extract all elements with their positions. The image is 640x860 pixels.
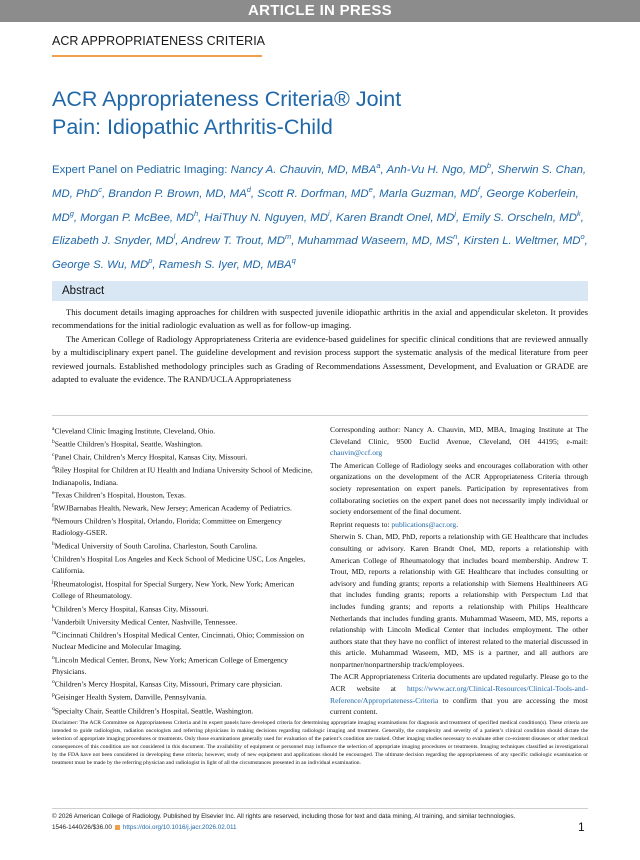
author-affiliation-mark: m — [284, 232, 292, 242]
reprint-requests: Reprint requests to: publications@acr.org. — [330, 519, 459, 529]
disclaimer: Disclaimer: The ACR Committee on Appropriateness Criteria and its expert panels have developed criteria for determining appropriate imaging examinations for diagnosis and treatment of specified medical condition(s). These criteria are intended to guide radiologists, radiation oncologists and referring physicians in making decisions regarding radiologic imaging and treatment. Generally, the complexity and severity of a patient’s clinical condition should dictate the selection of appropriate imaging procedures or treatments. Only those examinations generally used for evaluation of the patient’s condition are ranked. Other imaging studies necessary to evaluate other co-existent diseases or other medical consequences of this condition are not considered in this document. The availability of equipment or personnel may influence the selection of appropriate imaging procedures or treatments. Imaging techniques classified as investigational by the FDA have not been considered in developing these criteria; however, study of new equipment and applications should be encouraged. The ultimate decision regarding the appropriateness of any specific radiologic examination or treatment must be made by the referring physician and radiologist in light of all the circumstances presented in an individual examination. — [52, 720, 588, 766]
affiliation-mark: j — [52, 578, 54, 585]
affiliations — [52, 424, 314, 717]
author-affiliation-mark: l — [173, 232, 176, 242]
author-affiliation-mark: b — [486, 161, 492, 170]
affiliation-text: Lincoln Medical Center, Bronx, New York; American College of Emergency Physicians. — [52, 655, 288, 676]
affiliation-mark: p — [52, 692, 55, 699]
square-bullet-icon — [115, 825, 120, 830]
affiliation-text: Specialty Chair, Seattle Children’s Hospital, Seattle, Washington. — [54, 706, 254, 716]
author-name: Andrew T. Trout, MD — [181, 235, 285, 248]
footnote-divider — [52, 415, 588, 416]
affiliation-text: Geisinger Health System, Danville, Pennsylvania. — [54, 692, 207, 702]
affiliation-item — [52, 450, 314, 463]
affiliation-text: Children’s Mercy Hospital, Kansas City, Missouri, Primary care physician. — [54, 679, 283, 689]
affiliation-text: Seattle Children’s Hospital, Seattle, Washington. — [54, 439, 203, 449]
author-name: Marla Guzman, MD — [379, 187, 478, 200]
acr-website-link[interactable]: https://www.acr.org/Clinical-Resources/Clinical-Tools-and-Reference/Appropriateness-Criteria — [330, 684, 588, 705]
affiliation-text: Cleveland Clinic Imaging Institute, Cleveland, Ohio. — [54, 426, 216, 436]
affiliation-text: Cincinnati Children’s Hospital Medical Center, Cincinnati, Ohio; Commission on Nuclear Medicine and Molecular Imaging. — [52, 630, 305, 651]
affiliation-mark: q — [52, 705, 55, 712]
affiliation-mark: i — [52, 554, 54, 561]
affiliation-mark: b — [52, 439, 55, 446]
author-affiliation-mark: f — [477, 184, 481, 194]
title-line-2: Pain: Idiopathic Arthritis-Child — [52, 115, 333, 139]
affiliation-item — [52, 704, 314, 717]
affiliation-text: Riley Hospital for Children at IU Health and Indiana University School of Medicine, Indianapolis, Indiana. — [52, 465, 313, 487]
affiliation-text: Children’s Hospital Los Angeles and Keck School of Medicine USC, Los Angeles, California. — [52, 554, 306, 576]
author-affiliation-mark: j — [454, 208, 457, 218]
author-affiliation-mark: d — [246, 184, 251, 194]
corresponding-email-link[interactable]: chauvin@ccf.org — [330, 448, 383, 458]
affiliation-mark: m — [52, 629, 57, 636]
author-name: Nancy A. Chauvin, MD, MBA — [230, 163, 377, 176]
author-name: George Koberlein, MD — [52, 187, 579, 224]
correspondence-column — [330, 424, 588, 719]
affiliation-mark: g — [52, 516, 55, 523]
section-label: ACR APPROPRIATENESS CRITERIA — [52, 34, 266, 48]
author-name: George S. Wu, MD — [52, 258, 149, 271]
affiliation-item — [52, 424, 314, 437]
affiliation-text: Medical University of South Carolina, Charleston, South Carolina. — [54, 541, 258, 551]
affiliation-text: Panel Chair, Children’s Mercy Hospital, Kansas City, Missouri. — [54, 452, 248, 462]
affiliation-mark: n — [52, 654, 55, 661]
disclosures: Sherwin S. Chan, MD, PhD, reports a relationship with GE Healthcare that includes consulting or advisory. Karen Brandt Onel, MD, reports a relationship with American College of Rheumatology that includes board membership. Andrew T. Trout, MD, reports a relationship with GE Healthcare that includes consulting or advisory and funding grants; reports a relationship with Siemens Healthineers AG that includes funding grants; reports a relationship with Perspectum Ltd that includes funding grants; and reports a relationship with Philips Healthcare Netherlands that includes funding grants. Muhammad Waseem, MD, MS, reports a relationship with Lincoln Medical Center that includes employment. The other authors state that they have no conflict of interest related to the material discussed in this article. Muhammad Waseem, MD, MS is a partner, and all authors are nonpartner/nonpartnership track/employees. — [330, 532, 588, 669]
corresponding-author — [330, 424, 588, 459]
article-title — [52, 85, 572, 141]
reprint-text: Reprint requests to: — [330, 519, 392, 529]
affiliation-mark: f — [52, 503, 54, 510]
footer-copyright: © 2026 American College of Radiology. Published by Elsevier Inc. All rights are reserved, including those for text and data mining, AI training, and similar technologies. — [52, 813, 516, 820]
affiliation-item — [52, 463, 314, 488]
author-affiliation-mark: a — [376, 161, 381, 170]
footer-issn-doi — [52, 824, 237, 831]
author-name: Scott R. Dorfman, MD — [257, 187, 369, 200]
section-underline — [52, 55, 262, 57]
affiliation-item — [52, 628, 314, 653]
affiliation-mark: a — [52, 426, 55, 432]
author-affiliation-mark: g — [69, 208, 74, 218]
article-in-press-banner: ARTICLE IN PRESS — [0, 0, 640, 22]
author-affiliation-mark: p — [148, 256, 153, 266]
author-name: Anh-Vu H. Ngo, MD — [386, 163, 487, 176]
affiliation-text: Rheumatologist, Hospital for Special Surgery, New York, New York; American College of Rheumatology. — [52, 579, 295, 601]
affiliation-item — [52, 437, 314, 450]
affiliation-mark: d — [52, 465, 55, 472]
update-note — [330, 671, 588, 717]
author-name: Sherwin S. Chan, MD, PhD — [52, 163, 587, 200]
author-list: Expert Panel on Pediatric Imaging: Nancy A. Chauvin, MD, MBA$^a$, Anh-Vu H. Ngo, $MD^b$, Sherwin S. Chan, MD, PhD$^c$, Brandon P. Brown, MD, $MA^d$, Scott R. Dorfman, MDe, Marla Guzman, $MD^f$, George Koberlein, $MD^g$, Morgan P. McBee, $MD^h$, HaiThuy N. Nguyen, $MD^i$, Karen Brandt Onel, $MD^j$, Emily S. Orscheln, $MD^k$, Elizabeth J. Snyder, $MD^l$, Andrew T. Trout, $MD^m$, Muhammad Waseem, MD, $MS^n$, Kirsten L. Weltmer, $MD^o$, George S. Wu, $MD^p$, Ramesh S. Iyer, MD, MBA$^q$ — [52, 161, 588, 271]
affiliation-item — [52, 615, 314, 628]
affiliation-mark: c — [52, 452, 55, 459]
affiliation-text: RWJBarnabas Health, Newark, New Jersey; American Academy of Pediatrics. — [53, 503, 292, 513]
abstract-paragraph-2: The American College of Radiology Appropriateness Criteria are evidence-based guidelines for specific clinical conditions that are reviewed annually by a multidisciplinary expert panel. The guideline development and revision process support the systematic analysis of the medical literature from peer reviewed journals. Established methodology principles such as Grading of Recommendations Assessment, Development, and Evaluation or GRADE are adapted to evaluate the evidence. The RAND/UCLA Appropriateness — [52, 333, 588, 385]
affiliation-mark: h — [52, 541, 55, 548]
affiliation-text: Nemours Children’s Hospital, Orlando, Florida; Committee on Emergency Radiology-GSER. — [52, 516, 282, 538]
corresponding-text: Corresponding author: Nancy A. Chauvin, MD, MBA, Imaging Institute at The Cleveland Clinic, 9500 Euclid Avenue, Cleveland, OH 44195; e-mail: — [330, 425, 588, 446]
author-name: Morgan P. McBee, MD — [80, 211, 194, 224]
author-affiliation-mark: c — [98, 184, 102, 194]
affiliation-mark: o — [52, 679, 55, 686]
affiliation-item — [52, 690, 314, 703]
footer-divider — [52, 808, 588, 809]
affiliation-item — [52, 602, 314, 615]
affiliation-mark: e — [52, 490, 55, 497]
author-name: Elizabeth J. Snyder, MD — [52, 235, 174, 248]
abstract-body — [52, 306, 588, 386]
author-affiliation-mark: o — [580, 232, 585, 242]
affiliation-text: Children’s Mercy Hospital, Kansas City, Missouri. — [54, 604, 209, 614]
affiliation-mark: k — [52, 603, 55, 610]
author-affiliation-mark: e — [368, 184, 373, 194]
author-name: HaiThuy N. Nguyen, MD — [204, 211, 328, 224]
affiliation-mark: l — [52, 616, 54, 623]
affiliation-item — [52, 677, 314, 690]
authors-prefix: Expert Panel on Pediatric Imaging: — [52, 163, 231, 176]
title-line-1: ACR Appropriateness Criteria® Joint — [52, 87, 402, 111]
author-name: Kirsten L. Weltmer, MD — [463, 235, 581, 248]
author-affiliation-mark: q — [291, 256, 296, 266]
update-pre-text: The ACR Appropriateness Criteria documents are updated regularly. Please go to the ACR website at — [330, 672, 588, 694]
author-affiliation-mark: i — [327, 208, 330, 218]
affiliation-item — [52, 552, 314, 577]
page-number: 1 — [578, 820, 585, 834]
author-name: Karen Brandt Onel, MD — [335, 211, 455, 224]
author-name: Emily S. Orscheln, MD — [462, 211, 577, 224]
author-affiliation-mark: h — [193, 208, 199, 218]
collaboration-note: The American College of Radiology seeks and encourages collaboration with other organizations on the development of the ACR Appropriateness Criteria through society representation on expert panels. Participation by representatives from collaborating societies on the expert panel does not necessarily imply individual or society endorsement of the final document. — [330, 460, 588, 517]
author-name: Muhammad Waseem, MD, MS — [297, 235, 454, 248]
reprint-email-link[interactable]: publications@acr.org — [391, 519, 457, 529]
doi-link[interactable]: https://doi.org/10.1016/j.jacr.2026.02.011 — [122, 824, 237, 831]
affiliation-item — [52, 539, 314, 552]
affiliation-text: Vanderbilt University Medical Center, Nashville, Tennessee. — [53, 617, 238, 627]
affiliation-item — [52, 577, 314, 602]
abstract-heading: Abstract — [52, 281, 588, 301]
update-post-text: to confirm that you are accessing the most current content. — [330, 695, 588, 717]
author-name: Brandon P. Brown, MD, MA — [108, 187, 247, 200]
affiliation-item — [52, 514, 314, 539]
author-affiliation-mark: k — [576, 208, 581, 218]
author-affiliation-mark: n — [453, 232, 458, 242]
abstract-paragraph-1: This document details imaging approaches for children with suspected juvenile idiopathic arthritis in the axial and appendicular skeleton. It provides recommendations for the initial radiologic evaluation as well as for follow-up imaging. — [52, 307, 588, 331]
affiliation-item — [52, 488, 314, 501]
affiliation-text: Texas Children’s Hospital, Houston, Texas. — [54, 490, 186, 500]
author-name: Ramesh S. Iyer, MD, MBA — [158, 258, 292, 271]
affiliation-item — [52, 653, 314, 678]
affiliation-item — [52, 501, 314, 514]
footer-issn: 1546-1440/26/$36.00 — [52, 824, 112, 831]
